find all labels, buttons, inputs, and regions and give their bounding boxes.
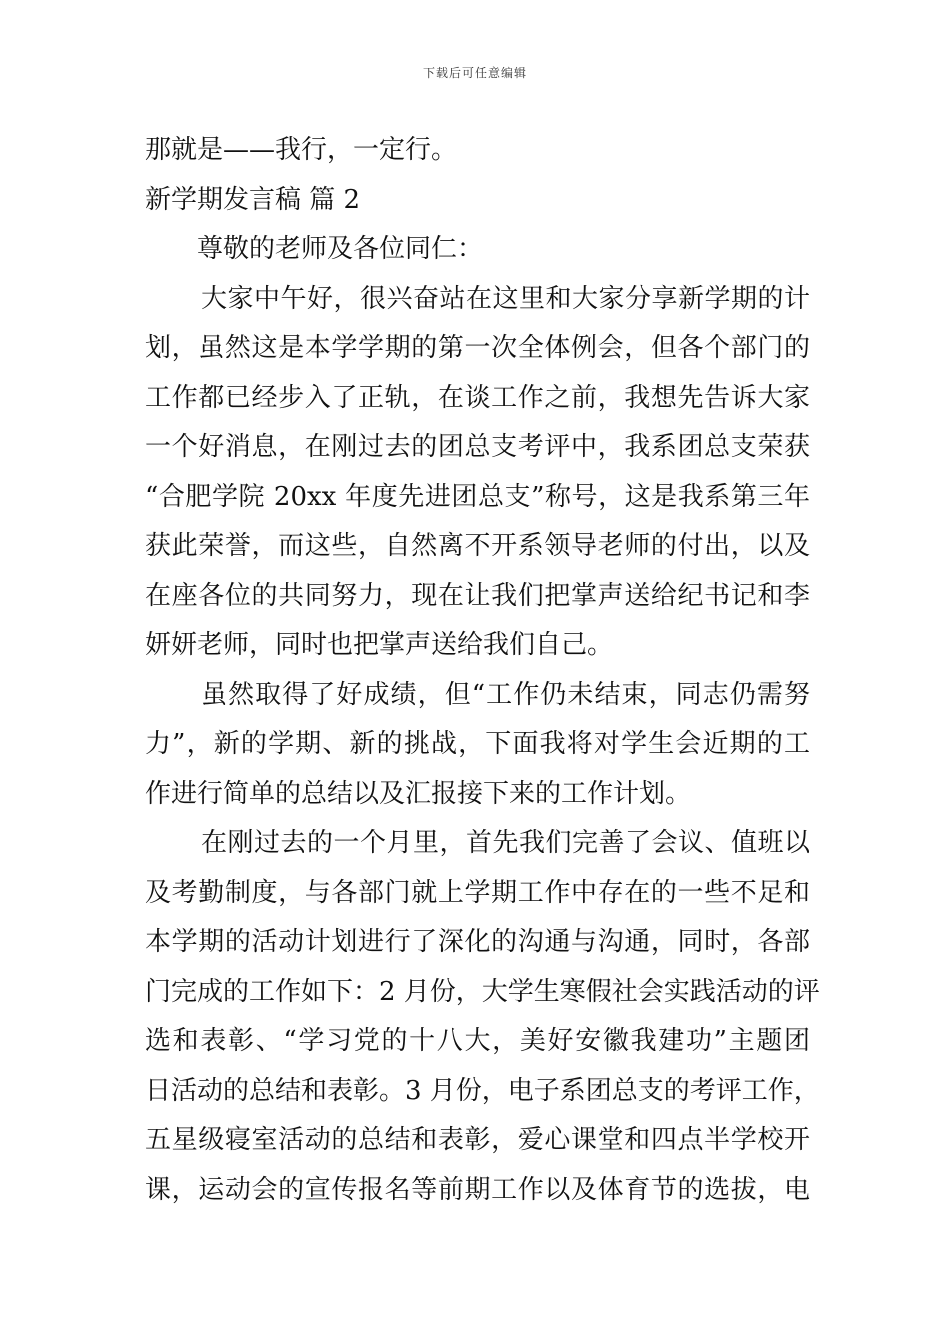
text-line: 大家中午好，很兴奋站在这里和大家分享新学期的计 <box>201 283 810 314</box>
text-line: 虽然取得了好成绩，但“工作仍未结束，同志仍需努 <box>201 679 810 710</box>
text-line: 及考勤制度，与各部门就上学期工作中存在的一些不足和 <box>145 877 810 908</box>
text-line: 工作都已经步入了正轨，在谈工作之前，我想先告诉大家 <box>145 382 810 413</box>
text-line: 日活动的总结和表彰。3 月份，电子系团总支的考评工作， <box>145 1075 820 1106</box>
text-line: 妍妍老师，同时也把掌声送给我们自己。 <box>145 630 614 660</box>
text-line: 本学期的活动计划进行了深化的沟通与沟通，同时，各部 <box>145 927 810 957</box>
text-line: 作进行简单的总结以及汇报接下来的工作计划。 <box>145 778 692 809</box>
text-line: 五星级寝室活动的总结和表彰，爱心课堂和四点半学校开 <box>145 1125 810 1155</box>
text-line: 课，运动会的宣传报名等前期工作以及体育节的选拔，电 <box>145 1174 810 1205</box>
text-line: 门完成的工作如下：2 月份，大学生寒假社会实践活动的评 <box>145 976 820 1007</box>
text-line: 在刚过去的一个月里，首先我们完善了会议、值班以 <box>201 828 810 858</box>
text-line: 那就是——我行，一定行。 <box>145 135 458 165</box>
text-line: “合肥学院 20xx 年度先进团总支”称号，这是我系第三年 <box>145 481 810 512</box>
text-line: 力”，新的学期、新的挑战，下面我将对学生会近期的工 <box>145 729 810 759</box>
section-heading: 新学期发言稿 篇 2 <box>145 184 361 215</box>
document-body <box>145 126 820 1215</box>
text-line: 选和表彰、“学习党的十八大，美好安徽我建功”主题团 <box>145 1026 810 1056</box>
text-line: 一个好消息，在刚过去的团总支考评中，我系团总支荣获 <box>145 432 810 462</box>
text-line: 划，虽然这是本学学期的第一次全体例会，但各个部门的 <box>145 333 810 363</box>
header-note: 下载后可任意编辑 <box>422 66 527 80</box>
text-line: 尊敬的老师及各位同仁： <box>197 234 484 264</box>
text-line: 在座各位的共同努力，现在让我们把掌声送给纪书记和李 <box>145 580 810 611</box>
text-line: 获此荣誉，而这些，自然离不开系领导老师的付出，以及 <box>145 531 810 561</box>
